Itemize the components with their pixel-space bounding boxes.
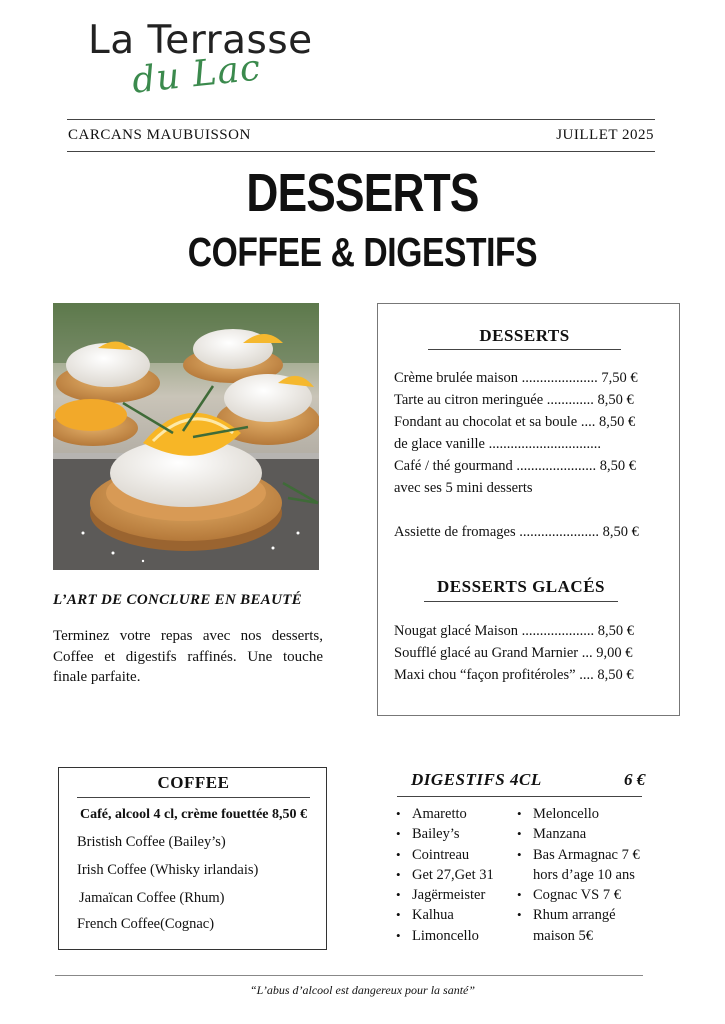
coffee-heading-rule [77, 797, 310, 798]
list-item: • Bailey’s [396, 824, 494, 844]
digestifs-list-left [396, 804, 494, 946]
list-item: • Jagërmeister [396, 885, 494, 905]
header-top-rule [67, 119, 655, 120]
digestifs-rule [397, 796, 642, 797]
list-item: • Rhum arrangé [517, 905, 640, 925]
location-label: CARCANS MAUBUISSON [68, 127, 251, 143]
dessert-glace-line: Maxi chou “façon profitéroles” .... 8,50 € [394, 667, 634, 683]
list-item: • Bas Armagnac 7 € [517, 845, 640, 865]
intro-text: Terminez votre repas avec nos desserts, Coffee et digestifs raffinés. Une touche finale parfaite. [53, 628, 323, 685]
desserts-heading-rule [428, 349, 621, 350]
header-bottom-rule [67, 151, 655, 152]
digestifs-list-right [517, 804, 640, 946]
coffee-item: Jamaïcan Coffee (Rhum) [79, 890, 225, 906]
tagline: L’ART DE CONCLURE EN BEAUTÉ [53, 592, 302, 608]
list-item: • Kalhua [396, 905, 494, 925]
desserts-glaces-heading: DESSERTS GLACÉS [437, 577, 605, 596]
list-item: maison 5€ [533, 927, 594, 944]
digestifs-price: 6 € [624, 770, 646, 789]
desserts-heading: DESSERTS [479, 326, 570, 345]
coffee-heading: COFFEE [157, 773, 230, 792]
desserts-glaces-rule [424, 601, 618, 602]
coffee-item: Irish Coffee (Whisky irlandais) [77, 862, 259, 878]
list-item: hors d’age 10 ans [533, 866, 635, 883]
page-title: DESSERTS [246, 163, 479, 223]
coffee-item: Bristish Coffee (Bailey’s) [77, 834, 226, 850]
list-item: • Cognac VS 7 € [517, 885, 640, 905]
dessert-line: avec ses 5 mini desserts [394, 480, 533, 496]
dessert-line: Assiette de fromages ...................... 8,50 € [394, 524, 639, 540]
dessert-line: de glace vanille ............................... [394, 436, 601, 452]
dessert-line: Fondant au chocolat et sa boule .... 8,50 € [394, 414, 636, 430]
dessert-glace-line: Nougat glacé Maison .................... 8,50 € [394, 623, 635, 639]
list-item: • Limoncello [396, 926, 494, 946]
page-subtitle: COFFEE & DIGESTIFS [187, 229, 538, 275]
coffee-item: French Coffee(Cognac) [77, 916, 215, 932]
digestifs-heading: DIGESTIFS 4CL [411, 770, 542, 789]
coffee-subtitle: Café, alcool 4 cl, crème fouettée 8,50 € [80, 807, 308, 822]
list-item: • Meloncello [517, 804, 640, 824]
dessert-glace-line: Soufflé glacé au Grand Marnier ... 9,00 € [394, 645, 633, 661]
list-item: • Get 27,Get 31 [396, 865, 494, 885]
footer-rule [55, 975, 643, 976]
dessert-line: Café / thé gourmand ...................... 8,50 € [394, 458, 637, 474]
dessert-line: Tarte au citron meringuée ............. 8,50 € [394, 392, 634, 408]
logo-subtitle: du Lac [130, 47, 264, 102]
list-item: • Cointreau [396, 845, 494, 865]
logo-title: La Terrasse [88, 18, 313, 63]
list-item: • Amaretto [396, 804, 494, 824]
list-item: • Manzana [517, 824, 640, 844]
date-label: JUILLET 2025 [556, 127, 654, 143]
lemon-tart-illustration [53, 303, 319, 570]
dessert-photo [53, 303, 319, 570]
dessert-line: Crème brulée maison ..................... 7,50 € [394, 370, 638, 386]
footer-notice: “L’abus d’alcool est dangereux pour la santé” [249, 983, 476, 997]
